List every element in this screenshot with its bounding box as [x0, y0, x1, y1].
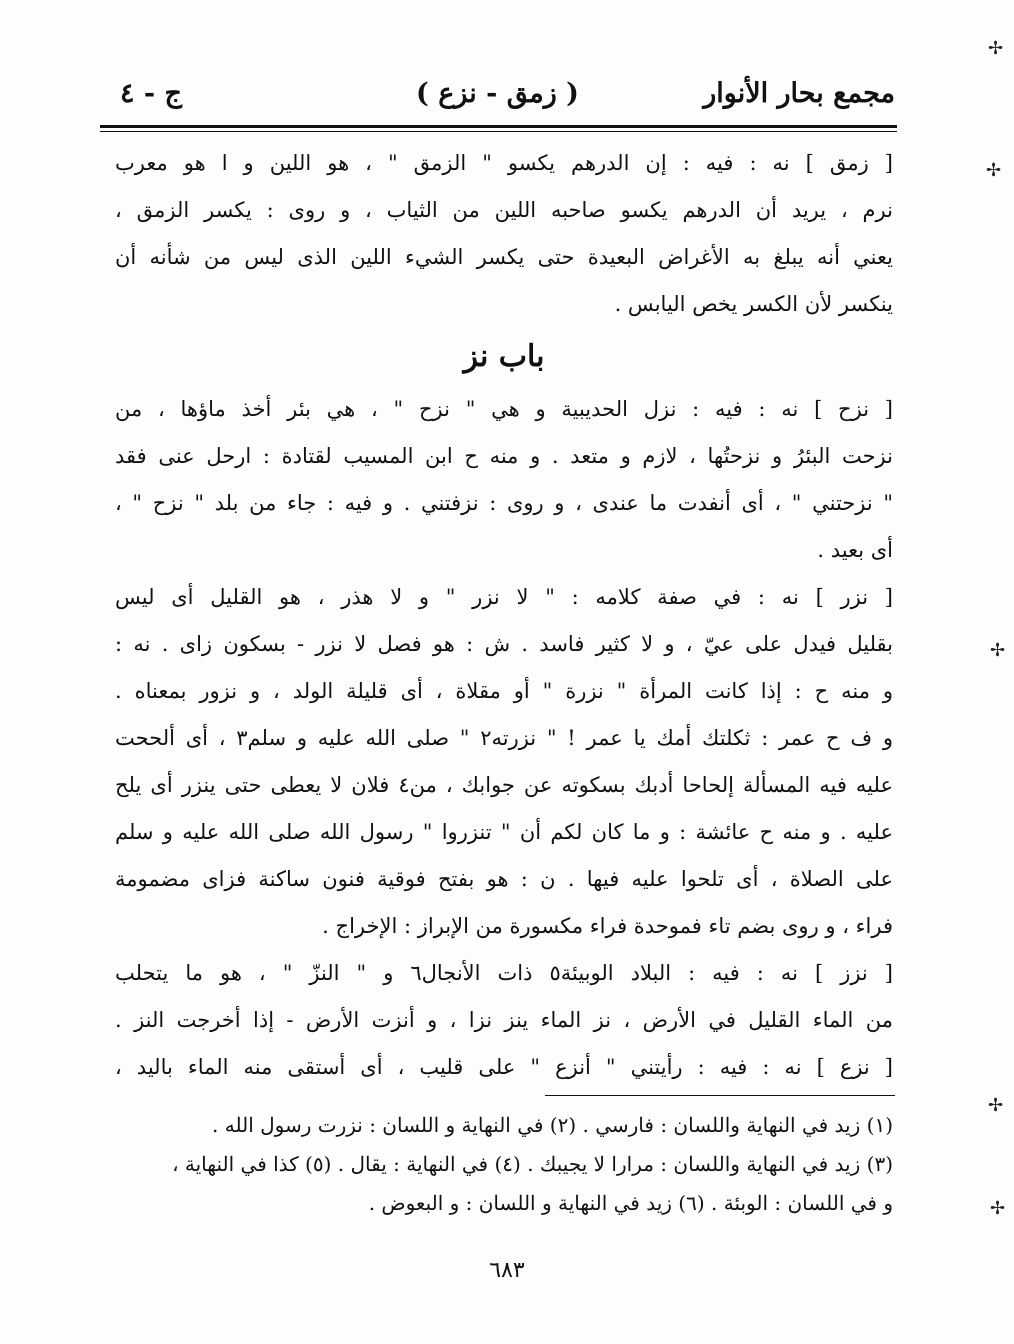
- text-line: [ نزر ] نه : في صفة كلامه : " لا نزر " و لا هذر ، هو القليل أى ليس: [115, 585, 893, 609]
- entry-range: ( زمق - نزع ): [416, 78, 579, 109]
- text-line: نزحت البئرُ و نزحتُها ، لازم و متعد . و منه ح ابن المسيب لقتادة : ارحل عنى فقد: [115, 444, 893, 468]
- section-title: باب نز: [463, 339, 545, 374]
- margin-mark-icon: ✢: [990, 640, 1006, 661]
- text-line: " نزحتني " ، أى أنفدت ما عندى ، و روى : نزفتني . و فيه : جاء من بلد " نزح " ،: [115, 491, 893, 515]
- text-line: من الماء القليل في الأرض ، نز الماء ينز نزا ، و أنزت الأرض - إذا أخرجت النز .: [115, 1008, 893, 1032]
- text-line: بقليل فيدل على عيّ ، و لا كثير فاسد . ش : هو فصل لا نزر - بسكون زاى . نه :: [115, 632, 893, 656]
- margin-mark-icon: ✢: [990, 1198, 1006, 1219]
- footnote-rule: [545, 1095, 895, 1096]
- text-line: و منه ح : إذا كانت المرأة " نزرة " أو مقلاة ، أى قليلة الولد ، و نزور بمعناه .: [115, 679, 893, 703]
- text-line: [ نزع ] نه : فيه : رأيتني " أنزع " على قليب ، أى أستقى منه الماء باليد ،: [115, 1055, 893, 1079]
- text-line: نرم ، يريد أن الدرهم يكسو صاحبه اللين من الثياب ، و روى : يكسر الزمق ،: [115, 198, 893, 222]
- text-line: ينكسر لأن الكسر يخص اليابس .: [614, 292, 893, 316]
- text-line: على الصلاة ، أى تلحوا عليه فيها . ن : هو بفتح فوقية فنون ساكنة فزاى مضمومة: [115, 867, 893, 891]
- footnote-line: (٣) زيد في النهاية واللسان : مرارا لا يجيبك . (٤) في النهاية : يقال . (٥) كذا في النهاية ،: [172, 1152, 893, 1176]
- main-text: [115, 140, 893, 1091]
- margin-mark-icon: ✢: [988, 1095, 1004, 1116]
- text-line: عليه . و منه ح عائشة : و ما كان لكم أن " تنزروا " رسول الله صلى الله عليه و سلم: [115, 820, 893, 844]
- header-rule-thin: [100, 131, 897, 132]
- margin-mark-icon: ✢: [986, 160, 1002, 181]
- text-line: [ نزز ] نه : فيه : البلاد الوبيئة٥ ذات الأنجال٦ و " النزّ " ، هو ما يتحلب: [115, 961, 893, 985]
- text-line: عليه فيه المسألة إلحاحا أدبك بسكوته عن جوابك ، من٤ فلان لا يعطى حتى ينزر أى يلح: [115, 773, 893, 797]
- footnotes: [115, 1106, 893, 1223]
- text-line: و ف ح عمر : ثكلتك أمك يا عمر ! " نزرته٢ " صلى الله عليه و سلم٣ ، أى ألححت: [115, 726, 893, 750]
- footnote-line: و في اللسان : الوبئة . (٦) زيد في النهاية و اللسان : و البعوض .: [368, 1191, 893, 1215]
- page-number: ٦٨٣: [489, 1258, 525, 1283]
- text-line: يعني أنه يبلغ به الأغراض البعيدة حتى يكسر الشيء اللين الذى ليس من شأنه أن: [115, 245, 893, 269]
- text-line: [ زمق ] نه : فيه : إن الدرهم يكسو " الزمق " ، هو اللين و ا هو معرب: [115, 151, 893, 175]
- volume-label: ج - ٤: [120, 78, 182, 109]
- footnote-line: (١) زيد في النهاية واللسان : فارسي . (٢) في النهاية و اللسان : نزرت رسول الله .: [212, 1113, 893, 1137]
- running-header: [100, 70, 895, 120]
- margin-mark-icon: ✢: [988, 38, 1004, 59]
- book-title: مجمع بحار الأنوار: [703, 78, 895, 109]
- text-line: [ نزح ] نه : فيه : نزل الحديبية و هي " نزح " ، هي بئر أخذ ماؤها ، من: [115, 397, 893, 421]
- text-line: أى بعيد .: [817, 538, 893, 562]
- text-line: فراء ، و روى بضم تاء فموحدة فراء مكسورة من الإبراز : الإخراج .: [322, 914, 893, 938]
- header-rule-thick: [100, 125, 897, 128]
